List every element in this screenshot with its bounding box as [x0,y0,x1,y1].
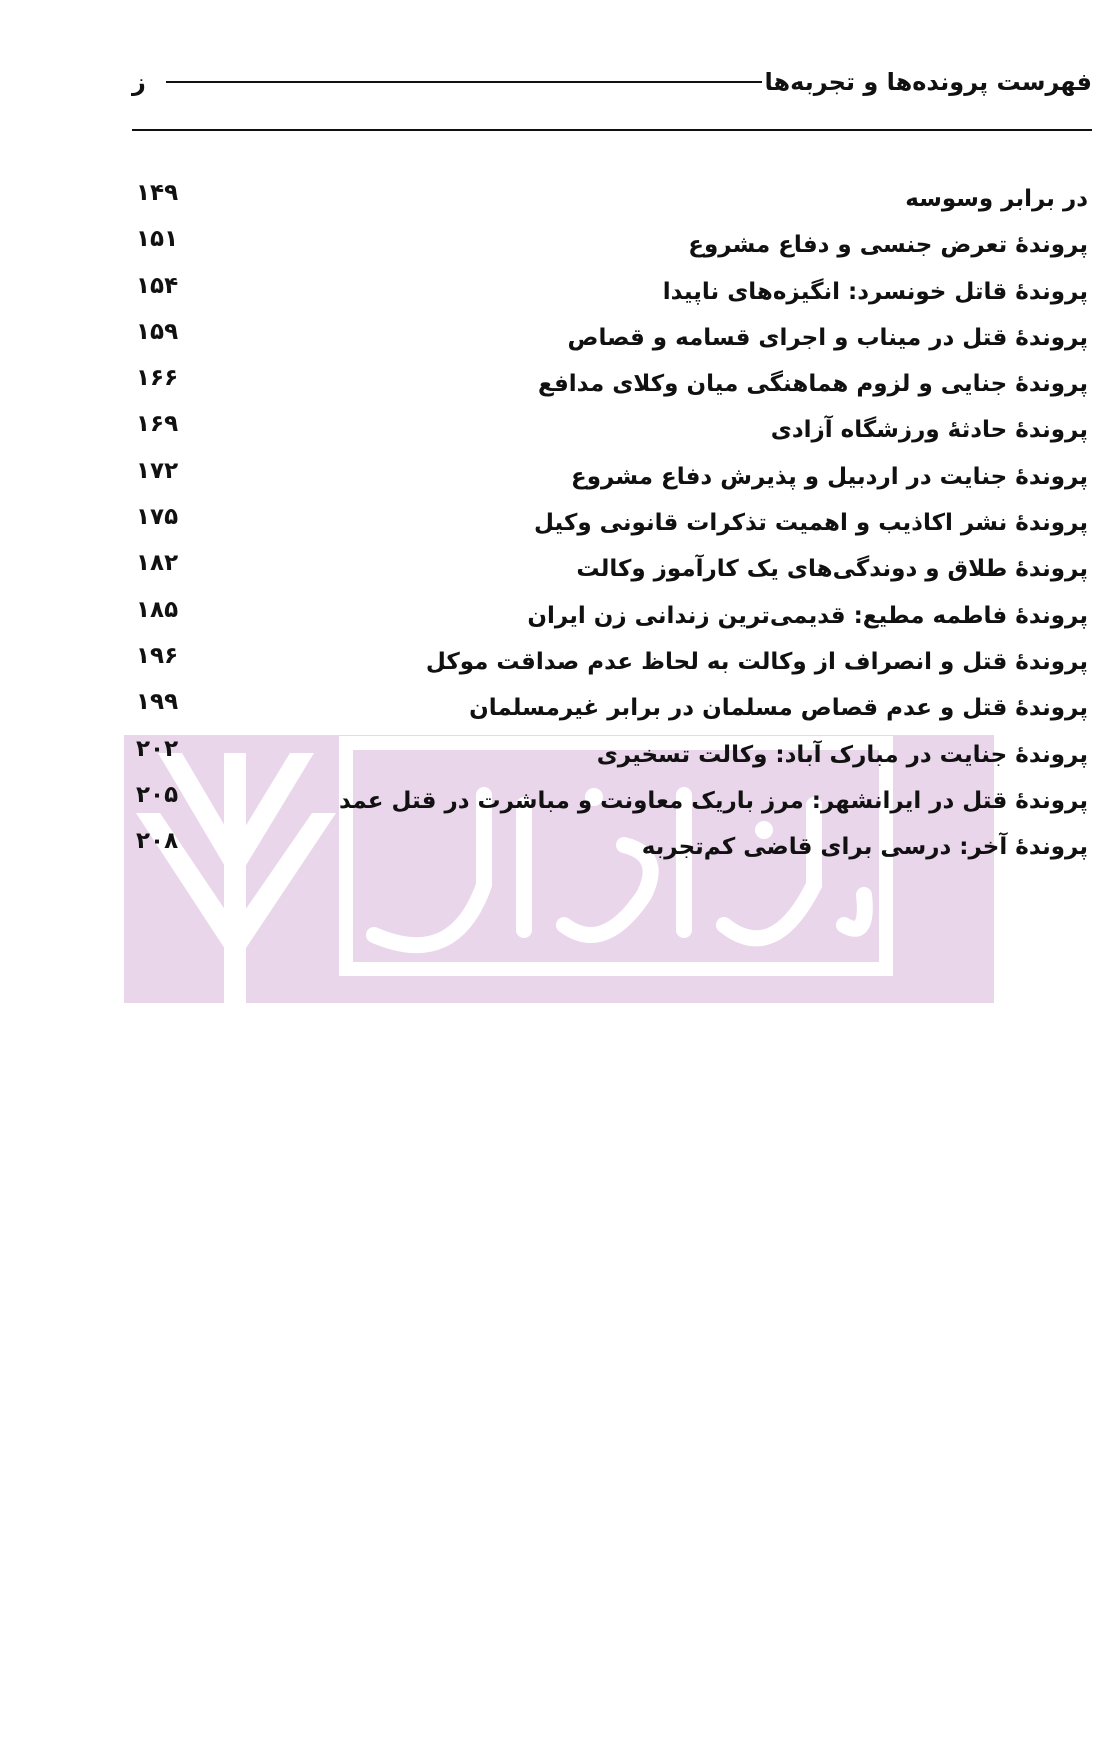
toc-entry [132,782,1088,828]
toc-entry-page: ۱۵۴ [136,272,179,299]
toc-entry-title: در برابر وسوسه [905,186,1088,212]
header-dash-line [166,81,762,83]
toc-entry-title: پروندهٔ قتل و انصراف از وکالت به لحاظ عدم صداقت موکل [425,648,1088,675]
toc-entry [132,458,1088,504]
toc-entry [132,550,1088,596]
toc-entry [132,273,1088,319]
toc-entry [132,226,1088,272]
toc-entry [132,597,1088,643]
toc-entry-page: ۲۰۲ [136,735,179,762]
header-rule [132,129,1092,131]
toc-entry-page: ۱۴۹ [136,180,179,206]
toc-entry-title: پروندهٔ قاتل خونسرد: انگیزه‌های ناپیدا [662,278,1088,305]
toc-entry-page: ۱۸۲ [136,550,179,577]
toc-entry-title: پروندهٔ حادثهٔ ورزشگاه آزادی [770,417,1088,444]
toc-entry [132,828,1088,874]
toc-entry-title: پروندهٔ آخر: درسی برای قاضی کم‌تجربه [641,834,1088,861]
toc-entry-page: ۱۵۱ [136,226,179,253]
toc-entry-page: ۲۰۸ [136,828,179,855]
toc-entry-page: ۱۶۶ [136,365,179,392]
toc-entry-title: پروندهٔ تعرض جنسی و دفاع مشروع [688,232,1088,259]
toc-entry [132,411,1088,457]
toc-entry [132,180,1088,226]
toc-entry-title: پروندهٔ قتل و عدم قصاص مسلمان در برابر غیرمسلمان [469,695,1088,722]
toc-entry [132,365,1088,411]
header-title: فهرست پرونده‌ها و تجربه‌ها [764,68,1092,96]
toc-entry-title: پروندهٔ جنایت در اردبیل و پذیرش دفاع مشروع [571,463,1088,490]
toc-entry-page: ۱۷۵ [136,504,179,531]
toc-entry-page: ۱۶۹ [136,411,179,438]
table-of-contents [132,180,1088,874]
toc-entry-page: ۱۹۹ [136,689,179,716]
running-header [132,62,1092,102]
toc-entry-title: پروندهٔ جنایت در مبارک آباد: وکالت تسخیری [596,741,1088,768]
toc-entry [132,689,1088,735]
toc-entry-page: ۱۹۶ [136,642,179,669]
toc-entry-title: پروندهٔ فاطمه مطیع: قدیمی‌ترین زندانی زن ایران [527,602,1088,629]
toc-entry [132,504,1088,550]
header-page-number: ز [132,68,146,96]
toc-entry-page: ۱۷۲ [136,457,179,484]
toc-entry-page: ۱۸۵ [136,596,179,623]
toc-entry-title: پروندهٔ نشر اکاذیب و اهمیت تذکرات قانونی وکیل [534,510,1088,537]
toc-entry-title: پروندهٔ طلاق و دوندگی‌های یک کارآموز وکالت [576,556,1088,583]
toc-entry-title: پروندهٔ قتل در ایرانشهر: مرز باریک معاونت و مباشرت در قتل عمد [339,787,1088,814]
toc-entry [132,319,1088,365]
toc-entry-title: پروندهٔ جنایی و لزوم هماهنگی میان وکلای مدافع [538,371,1088,398]
toc-entry-page: ۲۰۵ [136,781,179,808]
toc-entry-page: ۱۵۹ [136,318,179,345]
toc-entry-title: پروندهٔ قتل در میناب و اجرای قسامه و قصاص [567,324,1088,351]
toc-entry [132,643,1088,689]
toc-entry [132,736,1088,782]
